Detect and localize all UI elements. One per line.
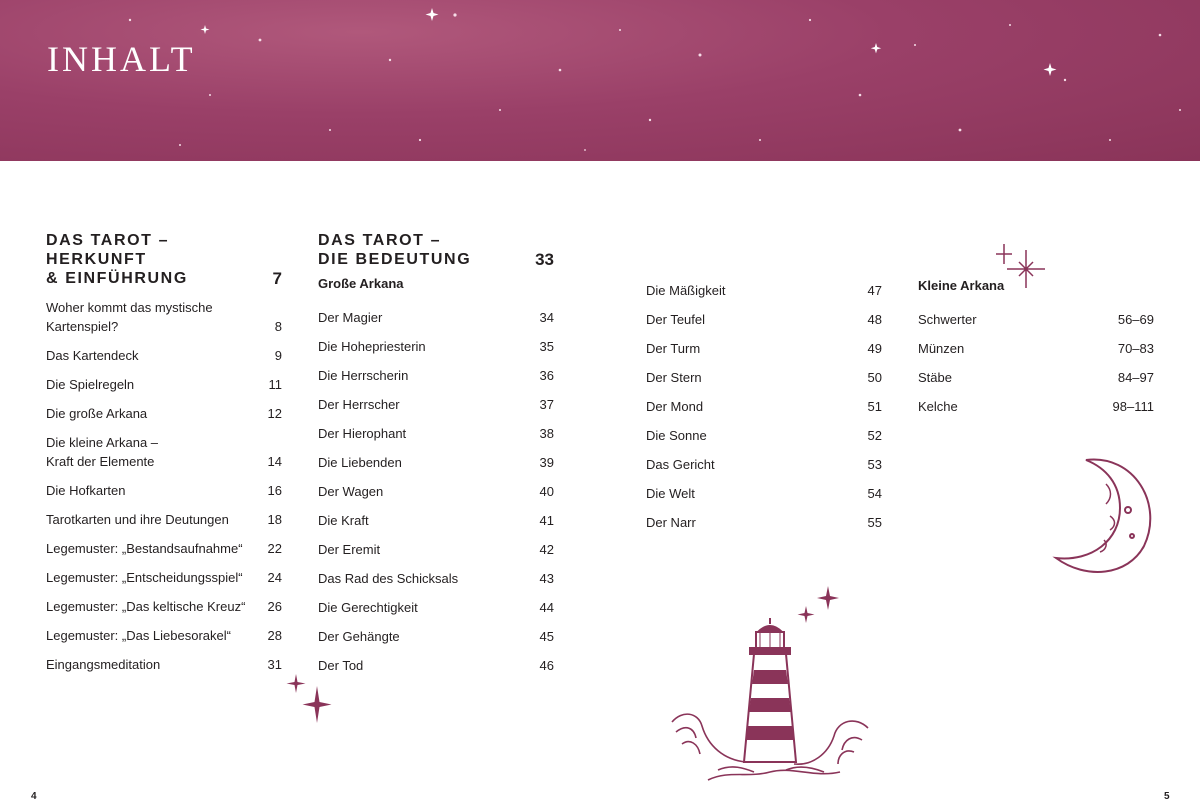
toc-entry-label: Legemuster: „Das Liebesorakel“ [46,628,231,643]
toc-entry-page: 55 [867,515,882,530]
toc-entry-label: Legemuster: „Das keltische Kreuz“ [46,599,246,614]
toc-column-4 [918,271,1154,416]
toc-entry-label: Der Turm [646,341,701,356]
toc-entry-label: Das Gericht [646,457,715,472]
toc-entry-page: 43 [539,571,554,586]
toc-entry-page: 52 [867,428,882,443]
toc-column-1 [46,231,282,674]
toc-entry-page: 45 [539,629,554,644]
toc-entry-page: 42 [539,542,554,557]
toc-entry-page: 9 [274,348,282,363]
toc-entry [318,327,554,356]
crescent-moon-icon [1046,454,1158,578]
toc-entry-label: Die Gerechtigkeit [318,600,418,615]
toc-entry-page: 24 [267,570,282,585]
toc-entry-page: 37 [539,397,554,412]
toc-entry-label: Die große Arkana [46,406,148,421]
toc-entry [46,336,282,365]
toc-entry-label: Die Welt [646,486,695,501]
toc-entry-page: 18 [267,512,282,527]
toc-entry [46,288,282,336]
toc-entry-label: Die Hohepriesterin [318,339,426,354]
toc-entry [46,471,282,500]
toc-entry-page: 38 [539,426,554,441]
toc-entry-label: Der Mond [646,399,704,414]
toc-entry-label: Der Magier [318,310,383,325]
toc-entry-page: 26 [267,599,282,614]
toc-entry [646,387,882,416]
toc-entry-label: Die kleine Arkana – Kraft der Elemente [46,435,159,469]
toc-entry [918,300,1154,329]
toc-entry-page: 46 [539,658,554,673]
toc-entry-page: 51 [867,399,882,414]
toc-entry-label: Der Wagen [318,484,384,499]
toc-entry [318,385,554,414]
toc-entry [46,394,282,423]
section-heading-line1: DAS TAROT – HERKUNFT [46,232,170,268]
section-heading-line2: DIE BEDEUTUNG [318,251,472,268]
toc-entry-label: Das Kartendeck [46,348,139,363]
section-heading-line2: & EINFÜHRUNG [46,270,188,287]
page-number-right: 5 [1164,791,1170,802]
toc-entry [646,474,882,503]
toc-entry [318,559,554,588]
toc-entry-label: Die Spielregeln [46,377,135,392]
toc-entry-label: Der Herrscher [318,397,400,412]
toc-entry-page: 14 [267,454,282,469]
toc-entry [918,358,1154,387]
toc-entry-page: 22 [267,541,282,556]
toc-entry-label: Woher kommt das mystische Kartenspiel? [46,300,213,334]
toc-entry-label: Die Sonne [646,428,707,443]
toc-entry-page: 98–111 [1112,399,1154,414]
toc-entry [646,503,882,532]
toc-entry-label: Der Narr [646,515,696,530]
toc-entry-page: 50 [867,370,882,385]
toc-entry-label: Der Hierophant [318,426,407,441]
toc-entry-page: 54 [867,486,882,501]
starfield-decoration [0,0,1200,161]
toc-entry [46,423,282,471]
toc-entry [646,300,882,329]
sparkle-icon [990,240,1050,292]
toc-entry-page: 39 [539,455,554,470]
toc-entry-page: 56–69 [1117,312,1154,327]
toc-entry-label: Kelche [918,399,958,414]
toc-entry-label: Tarotkarten und ihre Deutungen [46,512,229,527]
toc-entry-label: Die Herrscherin [318,368,409,383]
toc-entry [318,443,554,472]
toc-entry-label: Stäbe [918,370,952,385]
toc-entry-page: 31 [267,657,282,672]
toc-entry [318,530,554,559]
toc-entry-page: 11 [268,377,282,392]
toc-entry [46,529,282,558]
toc-entry-label: Legemuster: „Entscheidungsspiel“ [46,570,243,585]
lighthouse-icon [668,612,872,788]
toc-entry-label: Die Liebenden [318,455,402,470]
page-title: INHALT [47,39,196,79]
toc-entry [918,329,1154,358]
toc-entry-page: 8 [274,319,282,334]
subheading-minor-arcana: Kleine Arkana [918,278,1005,293]
toc-column-3 [646,271,882,532]
section-heading-page: 33 [535,250,554,269]
toc-entry-page: 16 [267,483,282,498]
header-banner [0,0,1200,161]
toc-column-2 [318,231,554,675]
toc-entry [318,588,554,617]
toc-entry-page: 84–97 [1117,370,1154,385]
toc-entry-page: 70–83 [1117,341,1154,356]
toc-entry [46,587,282,616]
page-number-left: 4 [31,791,37,802]
toc-entry-page: 48 [867,312,882,327]
toc-entry [46,616,282,645]
subheading-major-arcana: Große Arkana [318,276,404,291]
toc-entry [318,356,554,385]
toc-entry [318,414,554,443]
toc-entry [646,358,882,387]
toc-entry-page: 41 [539,513,554,528]
toc-entry-label: Legemuster: „Bestandsaufnahme“ [46,541,243,556]
toc-entry-page: 49 [867,341,882,356]
toc-entry-page: 40 [539,484,554,499]
toc-entry-label: Schwerter [918,312,977,327]
toc-entry-label: Der Teufel [646,312,706,327]
toc-entry-label: Das Rad des Schicksals [318,571,459,586]
toc-entry-label: Der Stern [646,370,702,385]
toc-entry-label: Der Gehängte [318,629,400,644]
toc-entry [46,558,282,587]
toc-entry [46,500,282,529]
toc-entry-page: 28 [267,628,282,643]
toc-entry-label: Der Eremit [318,542,381,557]
section-heading-meaning [318,231,554,269]
toc-entry-label: Eingangsmeditation [46,657,161,672]
section-heading-origin [46,231,282,288]
toc-entry [646,329,882,358]
toc-entry [318,472,554,501]
toc-entry [318,617,554,646]
toc-entry-label: Münzen [918,341,965,356]
toc-entry [318,501,554,530]
toc-entry-page: 44 [539,600,554,615]
section-heading-page: 7 [272,269,282,288]
toc-entry-page: 12 [267,406,282,421]
sparkle-icon [284,672,336,730]
toc-entry-page: 47 [867,283,882,298]
toc-entry-page: 35 [539,339,554,354]
toc-entry [646,416,882,445]
toc-entry [46,645,282,674]
section-heading-line1: DAS TAROT – [318,232,442,249]
toc-entry-label: Die Kraft [318,513,369,528]
toc-entry-label: Die Hofkarten [46,483,126,498]
toc-entry [646,445,882,474]
toc-entry-page: 53 [867,457,882,472]
toc-entry-page: 36 [539,368,554,383]
toc-entry-label: Der Tod [318,658,364,673]
toc-entry [918,387,1154,416]
toc-entry [46,365,282,394]
toc-entry-page: 34 [539,310,554,325]
toc-entry [318,298,554,327]
toc-entry [318,646,554,675]
toc-entry [646,271,882,300]
toc-entry-label: Die Mäßigkeit [646,283,726,298]
